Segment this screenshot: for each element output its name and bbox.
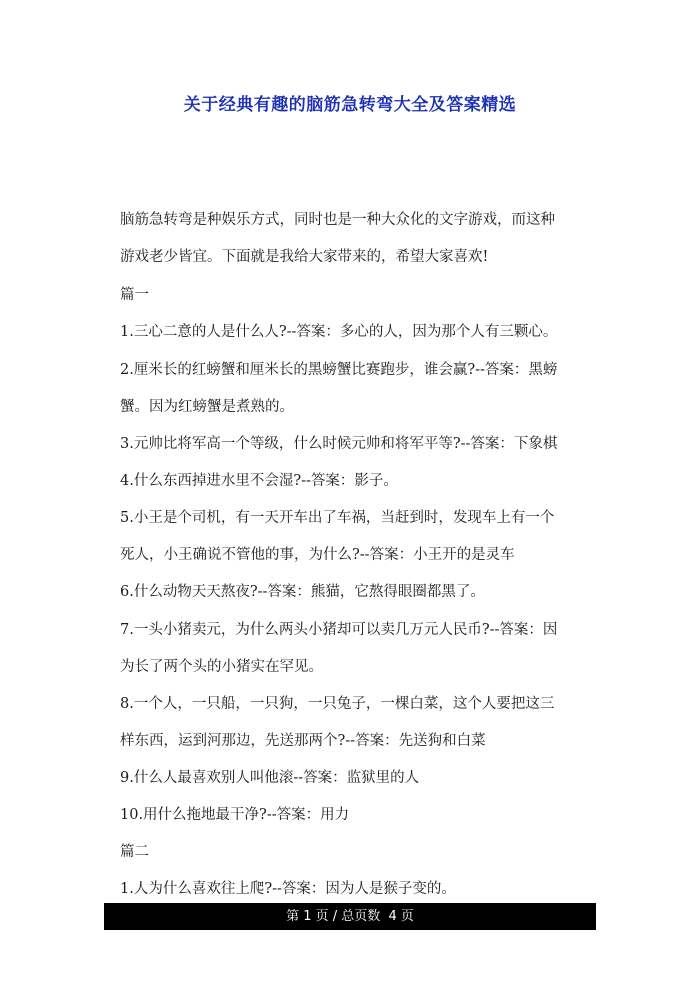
section-heading-1: 篇一 bbox=[120, 287, 149, 303]
list-item: 2.厘米长的红螃蟹和厘米长的黑螃蟹比赛跑步，谁会赢?--答案：黑螃 bbox=[120, 362, 558, 378]
section-heading-2: 篇二 bbox=[120, 844, 149, 860]
intro-line-1: 脑筋急转弯是种娱乐方式，同时也是一种大众化的文字游戏，而这种 bbox=[120, 212, 555, 228]
document-title: 关于经典有趣的脑筋急转弯大全及答案精选 bbox=[183, 95, 517, 115]
list-item: 1.人为什么喜欢往上爬?--答案：因为人是猴子变的。 bbox=[120, 881, 456, 897]
list-item: 6.什么动物天天熬夜?--答案：熊猫，它熬得眼圈都黑了。 bbox=[120, 584, 485, 600]
list-item-continuation: 死人，小王确说不管他的事，为什么?--答案：小王开的是灵车 bbox=[120, 547, 515, 563]
list-item: 4.什么东西掉进水里不会湿?--答案：影子。 bbox=[120, 473, 398, 489]
list-item: 7.一头小猪卖元，为什么两头小猪却可以卖几万元人民币?--答案：因 bbox=[120, 622, 558, 638]
list-item-continuation: 样东西，运到河那边，先送那两个?--答案：先送狗和白菜 bbox=[120, 733, 486, 749]
list-item: 8.一个人，一只船，一只狗，一只兔子，一棵白菜，这个人要把这三 bbox=[120, 696, 555, 712]
list-item: 3.元帅比将军高一个等级，什么时候元帅和将军平等?--答案：下象棋 bbox=[120, 436, 558, 452]
list-item: 1.三心二意的人是什么人?--答案：多心的人，因为那个人有三颗心。 bbox=[120, 324, 558, 340]
list-item: 5.小王是个司机，有一天开车出了车祸，当赶到时，发现车上有一个 bbox=[120, 510, 555, 526]
page-footer: 第 1 页 / 总页数 4 页 bbox=[104, 903, 596, 930]
intro-line-2: 游戏老少皆宜。下面就是我给大家带来的，希望大家喜欢! bbox=[120, 249, 489, 265]
list-item: 10.用什么拖地最干净?--答案：用力 bbox=[120, 807, 350, 823]
list-item: 9.什么人最喜欢别人叫他滚--答案：监狱里的人 bbox=[120, 770, 420, 786]
list-item-continuation: 蟹。因为红螃蟹是煮熟的。 bbox=[120, 399, 294, 415]
list-item-continuation: 为长了两个头的小猪实在罕见。 bbox=[120, 659, 323, 675]
